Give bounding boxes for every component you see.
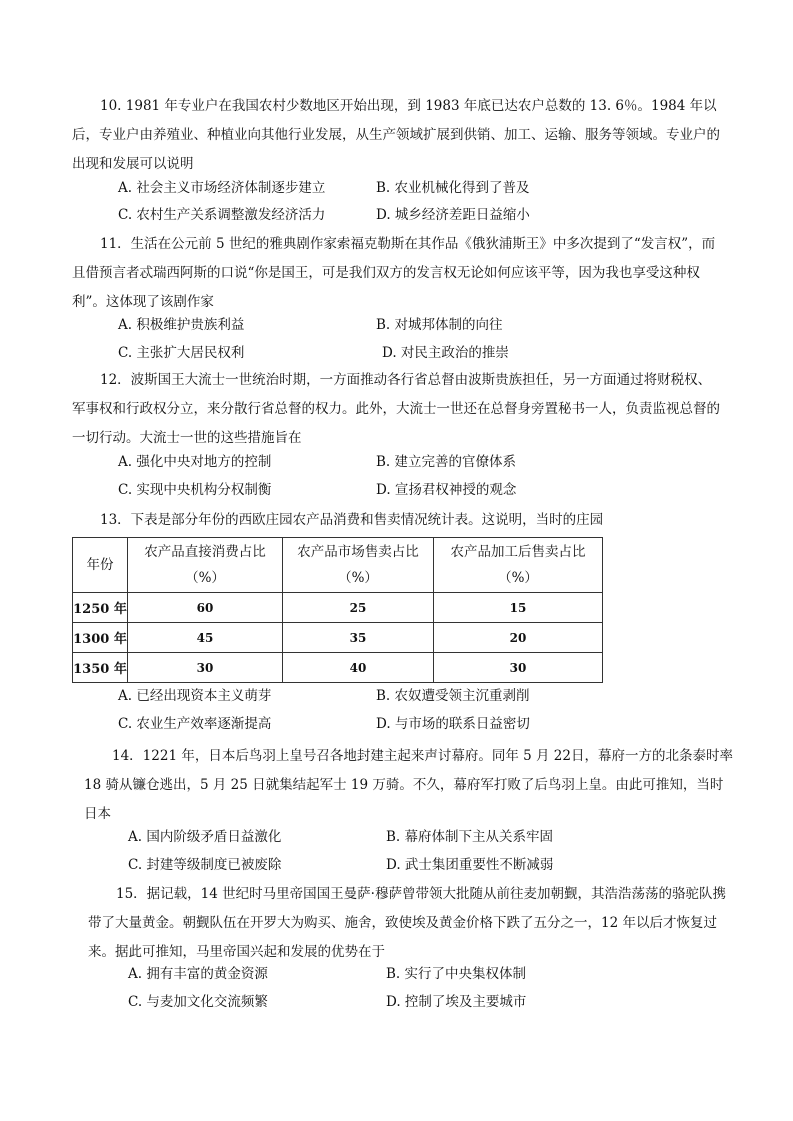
question-15 <box>88 880 738 967</box>
option-d: D. 城乡经济差距日益缩小 <box>376 207 530 223</box>
question-stem: 12．波斯国王大流士一世统治时期，一方面推动各行省总督由波斯贵族担任，另一方面通过将财税权、军事权和行政权分立，来分散行省总督的权力。此外，大流士一世还在总督身旁置秘书一人，负责监视总督的一切行动。大流士一世的这些措施旨在 <box>72 372 720 446</box>
option-a: A. 积极维护贵族利益 <box>118 317 245 333</box>
option-b: B. 建立完善的官僚体系 <box>376 454 517 470</box>
table-header-cell: 农产品市场售卖占比（%） <box>283 538 434 593</box>
question-stem: 11．生活在公元前 5 世纪的雅典剧作家索福克勒斯在其作品《俄狄浦斯王》中多次提到了“发言权”，而且借预言者忒瑞西阿斯的口说“你是国王，可是我们双方的发言权无论如何应该平等，因为我也享受这种权利”。这体现了该剧作家 <box>72 236 716 310</box>
option-d: D. 对民主政治的推崇 <box>382 345 509 361</box>
table-cell: 30 <box>434 653 603 683</box>
question-stem: 10. 1981 年专业户在我国农村少数地区开始出现，到 1983 年底已达农户总数的 13. 6％。1984 年以后，专业户由养殖业、种植业向其他行业发展，从生产领域扩展到供销、加工、运输、服务等领域。专业户的出现和发展可以说明 <box>72 98 720 172</box>
table-header-cell: 农产品直接消费占比（%） <box>128 538 283 593</box>
question-stem: 15．据记载，14 世纪时马里帝国国王曼萨·穆萨曾带领大批随从前往麦加朝觐，其浩浩荡荡的骆驼队携带了大量黄金。朝觐队伍在开罗大为购买、施舍，致使埃及黄金价格下跌了五分之一，12 年以后才恢复过来。据此可推知，马里帝国兴起和发展的优势在于 <box>88 886 726 960</box>
option-d: D. 控制了埃及主要城市 <box>386 994 527 1010</box>
table-cell: 1300 年 <box>73 623 128 653</box>
option-a: A. 社会主义市场经济体制逐步建立 <box>118 180 326 196</box>
question-stem: 14．1221 年，日本后鸟羽上皇号召各地封建主起来声讨幕府。同年 5 月 22日，幕府一方的北条泰时率 18 骑从镰仓逃出，5 月 25 日就集结起军士 19 万骑。不久，幕府军打败了后鸟羽上皇。由此可推知，当时日本 <box>84 748 733 822</box>
option-c: C. 与麦加文化交流频繁 <box>128 994 268 1010</box>
option-c: C. 实现中央机构分权制衡 <box>118 482 272 498</box>
option-b: B. 农业机械化得到了普及 <box>376 180 530 196</box>
option-d: D. 与市场的联系日益密切 <box>376 716 530 732</box>
option-b: B. 幕府体制下主从关系牢固 <box>386 829 554 845</box>
table-cell: 60 <box>128 593 283 623</box>
option-b: B. 农奴遭受领主沉重剥削 <box>376 688 530 704</box>
option-d: D. 武士集团重要性不断减弱 <box>386 857 554 873</box>
table-cell: 1350 年 <box>73 653 128 683</box>
table-cell: 40 <box>283 653 434 683</box>
manor-statistics-table <box>72 537 603 683</box>
option-c: C. 主张扩大居民权利 <box>118 345 245 361</box>
table-row <box>73 653 603 683</box>
option-b: B. 对城邦体制的向往 <box>376 317 503 333</box>
table-header-cell: 年份 <box>73 538 128 593</box>
option-c: C. 农业生产效率逐渐提高 <box>118 716 272 732</box>
table-cell: 25 <box>283 593 434 623</box>
question-11 <box>72 230 722 317</box>
question-10 <box>72 92 722 179</box>
table-cell: 35 <box>283 623 434 653</box>
table-cell: 15 <box>434 593 603 623</box>
question-12 <box>72 366 722 453</box>
table-row <box>73 593 603 623</box>
question-14 <box>84 742 734 829</box>
table-row <box>73 623 603 653</box>
table-cell: 1250 年 <box>73 593 128 623</box>
option-a: A. 强化中央对地方的控制 <box>118 454 272 470</box>
option-c: C. 封建等级制度已被废除 <box>128 857 282 873</box>
table-cell: 20 <box>434 623 603 653</box>
table-cell: 45 <box>128 623 283 653</box>
option-a: A. 拥有丰富的黄金资源 <box>128 966 268 982</box>
option-b: B. 实行了中央集权体制 <box>386 966 527 982</box>
table-header-cell: 农产品加工后售卖占比（%） <box>434 538 603 593</box>
question-13 <box>72 506 722 535</box>
option-c: C. 农村生产关系调整激发经济活力 <box>118 207 326 223</box>
option-a: A. 国内阶级矛盾日益激化 <box>128 829 282 845</box>
question-stem: 13．下表是部分年份的西欧庄园农产品消费和售卖情况统计表。这说明，当时的庄园 <box>100 512 604 528</box>
option-d: D. 宣扬君权神授的观念 <box>376 482 517 498</box>
table-header-row <box>73 538 603 593</box>
table-cell: 30 <box>128 653 283 683</box>
option-a: A. 已经出现资本主义萌芽 <box>118 688 272 704</box>
